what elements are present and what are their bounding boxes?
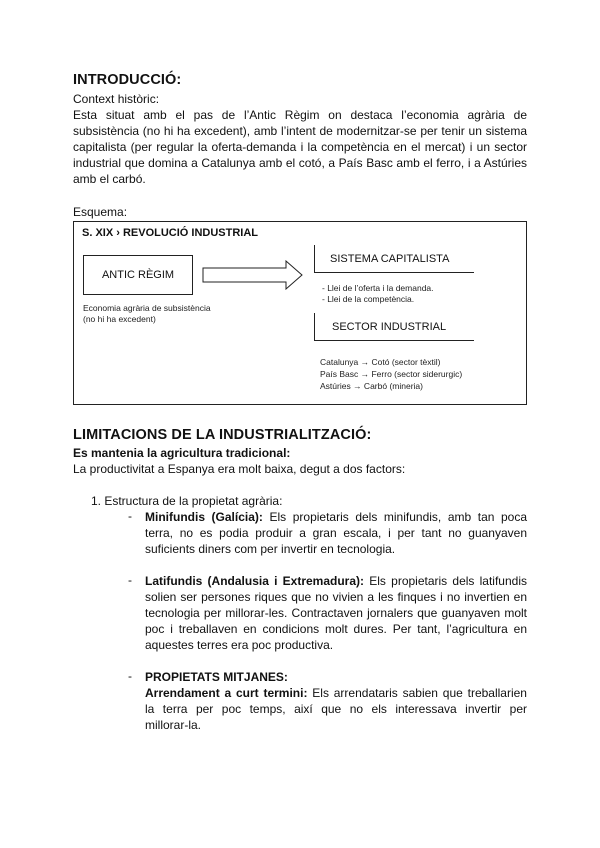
antic-regim-label: ANTIC RÈGIM [101,269,175,281]
scheme-diagram [73,221,527,405]
limits-subtitle: Es mantenia la agricultura tradicional: [73,446,291,460]
right-arrow-icon [202,260,304,290]
mitjanes-label: PROPIETATS MITJANES: [145,670,288,684]
limits-heading: LIMITACIONS DE LA INDUSTRIALITZACIÓ: [73,427,372,443]
minifundis-line: suficients diners com per invertir en tecnologia. [145,542,396,556]
intro-line: amb el carbó. [73,172,146,186]
intro-line: capitalista (per regular la oferta-demanda i la competència en el mercat) i un sector [73,140,527,154]
mitjanes-line: millorar-la. [145,718,202,732]
underline [314,272,474,273]
limits-intro: La productivitat a Espanya era molt baixa, degut a dos factors: [73,462,406,476]
diagram-title: S. XIX › REVOLUCIÓ INDUSTRIAL [82,227,259,239]
dash-bullet: - [128,573,132,587]
intro-line: subsistència (no hi ha excedent), amb l’intent de modernitzar-se per tenir un sistema [73,124,527,138]
latifundis-line [145,573,527,589]
capitalist-heading: SISTEMA CAPITALISTA [330,253,450,265]
antic-desc-line: Economia agrària de subsistència [83,303,211,313]
arrendament-label: Arrendament a curt termini: [145,686,308,700]
latifundis-text: Els propietaris dels latifundis [369,574,527,588]
industrial-item: Catalunya → Cotó (sector tèxtil) [320,357,441,367]
intro-subtitle: Context històric: [73,92,160,106]
scheme-label: Esquema: [73,205,128,219]
bracket-line [314,245,315,272]
latifundis-line: tecnologia per millorar-les. Contractaven jornalers que guanyaven molt [145,606,527,620]
capitalist-item: - Llei de l’oferta i la demanda. [322,283,434,293]
list-item-1: 1. Estructura de la propietat agrària: [91,494,283,508]
industrial-item: Astúries → Carbó (mineria) [320,381,423,391]
intro-heading: INTRODUCCIÓ: [73,72,182,88]
minifundis-line: terra, no es podia produir a gran escala, i per tant no guanyaven [145,526,527,540]
minifundis-line [145,509,527,525]
intro-line: industrial que domina a Catalunya amb el cotó, a País Basc amb el ferro, i a Astúries [73,156,527,170]
capitalist-item: - Llei de la competència. [322,294,415,304]
antic-regim-box [83,255,193,295]
intro-line: Esta situat amb el pas de l’Antic Règim on destaca l’economia agrària de [73,108,527,122]
industrial-heading: SECTOR INDUSTRIAL [332,321,447,333]
antic-desc-line: (no hi ha excedent) [83,314,156,324]
dash-bullet: - [128,669,132,683]
mitjanes-line: la terra per poc temps, així que no els interessava invertir per [145,702,527,716]
latifundis-line: solien ser persones riques que no vivien a les finques i no invertien en [145,590,527,604]
latifundis-line: aquestes terres era poc productiva. [145,638,334,652]
dash-bullet: - [128,509,132,523]
latifundis-label: Latifundis (Andalusia i Extremadura): [145,574,365,588]
mitjanes-line [145,685,527,701]
latifundis-line: poc i treballaven en condicions molt dures. Per tant, l’agricultura en [145,622,527,636]
minifundis-label: Minifundis (Galícia): [145,510,263,524]
bracket-line [314,313,315,340]
underline [314,340,474,341]
arrendament-text: Els arrendataris sabien que treballarien [312,686,527,700]
minifundis-text: Els propietaris dels minifundis, amb tan poca [269,510,527,524]
industrial-item: País Basc → Ferro (sector siderurgic) [320,369,463,379]
